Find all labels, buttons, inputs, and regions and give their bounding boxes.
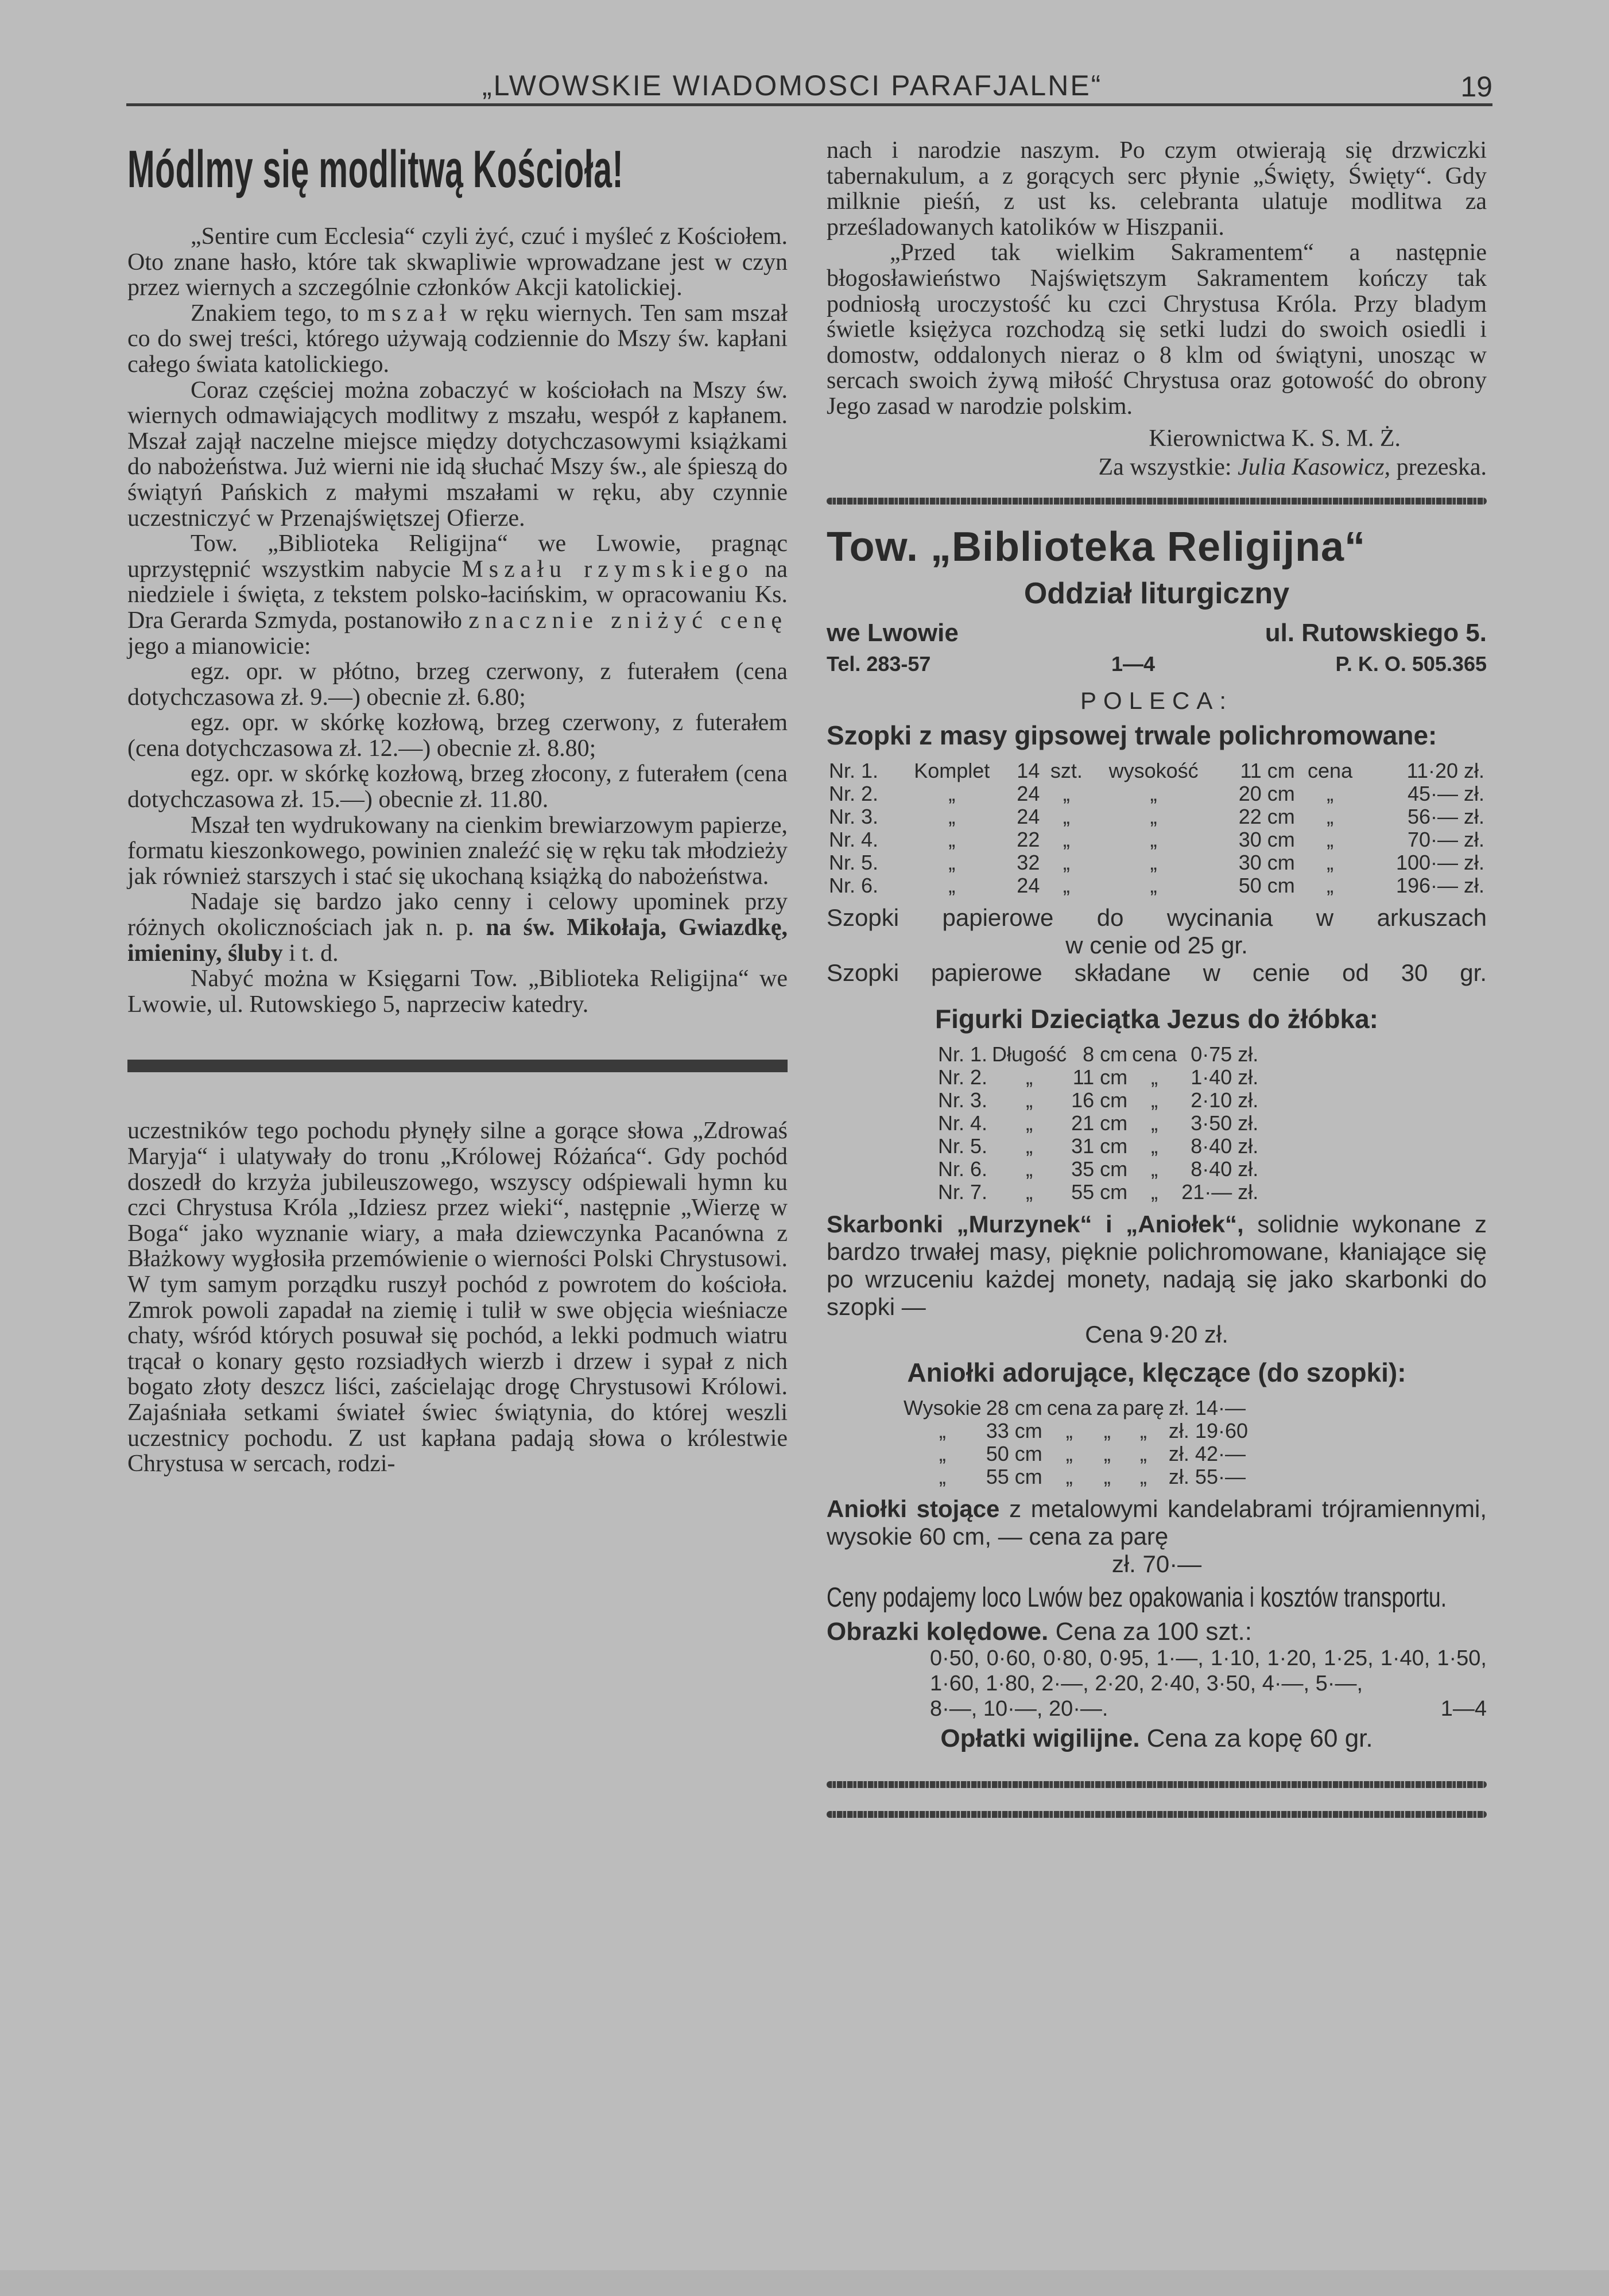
table-row <box>901 1420 1250 1442</box>
table-cell: „ <box>1139 1418 1147 1442</box>
table-cell: parę <box>1122 1395 1164 1420</box>
table-cell: Nr. 3. <box>829 804 879 828</box>
table-cell: 22 cm <box>1238 804 1295 828</box>
text: w ręku wiernych. <box>460 300 633 327</box>
bold-text: na św. Mikołaja, Gwiazdkę, imieniny, śluby <box>127 914 788 967</box>
product-description <box>827 1211 1487 1321</box>
table-row <box>936 1135 1261 1158</box>
running-header <box>126 63 1492 109</box>
table-cell: za <box>1096 1395 1118 1420</box>
table-cell: „ <box>1139 1441 1147 1465</box>
table-cell: „ <box>1151 1134 1158 1158</box>
right-column <box>827 138 1487 1834</box>
table-cell: 28 cm <box>986 1395 1042 1420</box>
page-number: 19 <box>1460 71 1492 103</box>
product-name: Obrazki kolędowe. <box>827 1617 1049 1646</box>
table-cell: Komplet <box>914 758 990 782</box>
table-row <box>827 759 1487 782</box>
table-row <box>936 1043 1261 1066</box>
table-cell: „ <box>1063 781 1070 805</box>
table-cell: „ <box>939 1441 946 1465</box>
table-cell: „ <box>1150 781 1157 805</box>
product-description <box>827 1725 1487 1752</box>
price-table-szopki <box>827 759 1487 897</box>
table-row <box>936 1181 1261 1204</box>
table-cell: Nr. 1. <box>829 758 879 782</box>
table-cell: „ <box>1026 1065 1033 1089</box>
table-cell: 31 cm <box>1071 1134 1128 1158</box>
table-cell: 22 <box>1017 827 1040 851</box>
city: we Lwowie <box>827 618 959 647</box>
table-cell: 32 <box>1017 850 1040 874</box>
paragraph <box>127 889 788 966</box>
text: Nadaje się bardzo jako cenny i celowy upominek przy różnych okolicznościach jak n. p. <box>127 889 788 941</box>
edition-item: egz. opr. w płótno, brzeg czerwony, z futerałem (cena dotychczasowa zł. 9.—) obecnie zł. 6.80; <box>127 658 788 711</box>
price: zł. 70·— <box>1111 1550 1202 1577</box>
table-cell: „ <box>1151 1157 1158 1181</box>
table-cell: „ <box>1151 1180 1158 1204</box>
paragraph: Coraz częściej można zobaczyć w kościołach na Mszy św. wiernych odmawiających modlitwy z mszału, wespół z kapłanem. Mszał zajął naczelne miejsce między dotychczasowymi książkami do nabożeństwa. Już wierni nie idą słuchać Mszy św., ale śpieszą do świątyń Pańskich z małymi mszałami w ręku, aby czynnie uczestniczyć w Przenajświętszej Ofierze. <box>127 377 788 532</box>
table-cell: 16 cm <box>1071 1088 1128 1112</box>
edition-item: egz. opr. w skórkę kozłową, brzeg złocony, z futerałem (cena dotychczasowa zł. 15.—) obecnie zł. 11.80. <box>127 761 788 813</box>
table-cell: „ <box>1327 804 1334 828</box>
table-cell: „ <box>1063 804 1070 828</box>
table-cell: „ <box>1150 850 1157 874</box>
table-cell: Nr. 2. <box>829 781 879 805</box>
table-cell: 45·— zł. <box>1407 781 1484 805</box>
paragraph: Nabyć można w Księgarni Tow. „Biblioteka Religijna“ we Lwowie, ul. Rutowskiego 5, naprzeciw katedry. <box>127 965 788 1018</box>
table-cell: szt. <box>1050 758 1083 782</box>
product-description <box>827 1495 1487 1550</box>
table-cell: 3·50 zł. <box>1191 1111 1259 1135</box>
table-cell: Nr. 1. <box>938 1042 988 1066</box>
price: Cena 9·20 zł. <box>1085 1320 1228 1348</box>
table-cell: 35 cm <box>1071 1157 1128 1181</box>
table-cell: „ <box>948 827 956 851</box>
table-row <box>901 1442 1250 1465</box>
table-cell: 55 cm <box>1071 1180 1128 1204</box>
table-row <box>827 805 1487 828</box>
table-cell: Nr. 6. <box>829 873 879 897</box>
table-cell: Nr. 5. <box>829 850 879 874</box>
text: Tow. „Biblioteka Religijna“ we Lwowie, pragnąc uprzystępnić wszystkim nabycie <box>127 530 788 583</box>
table-cell: „ <box>1327 781 1334 805</box>
table-cell: cena <box>1132 1042 1177 1066</box>
text: i t. d. <box>289 940 339 967</box>
table-cell: Nr. 5. <box>938 1134 988 1158</box>
section-heading: Szopki z masy gipsowej trwale polichromowane: <box>827 720 1437 750</box>
table-cell: cena <box>1308 758 1353 782</box>
table-cell: 70·— zł. <box>1407 827 1484 851</box>
table-cell: 55 cm <box>986 1464 1042 1488</box>
table-cell: „ <box>948 804 956 828</box>
table-cell: zł. 14·— <box>1168 1395 1246 1420</box>
table-cell: „ <box>1026 1088 1033 1112</box>
table-cell: „ <box>1026 1134 1033 1158</box>
text: z metalowymi kandelabrami trójramiennymi, wysokie 60 cm, — cena za parę <box>827 1495 1487 1550</box>
continued-article: nach i narodzie naszym. Po czym otwierają się drzwiczki tabernakulum, a z gorących serc płynie „Święty, Święty“. Gdy milknie pieśń, z ust ks. celebranta ulatuje modlitwa za prześladowanych katolików w Hiszpanii. <box>827 137 1487 241</box>
table-cell: „ <box>939 1464 946 1488</box>
table-row <box>827 782 1487 805</box>
table-cell: 11 cm <box>1072 1065 1128 1089</box>
table-cell: „ <box>1063 827 1070 851</box>
continued-article: uczestników tego pochodu płynęły silne a gorące słowa „Zdrowaś Maryja“ i ulatywały do tronu „Królowej Różańca“. Gdy pochód doszedł do krzyża jubileuszowego, wszyscy odśpiewali hymn ku czci Chrystusa Króla „Idziesz przez wieki“, następnie „Wierzę w Boga“ jako wyznanie wiary, a mała dziewczynka Pacanówna z Błażkowy wygłosiła przemówienie o wierności Polski Chrystusowi. W tym samym porządku ruszył pochód z powrotem do kościoła. Zmrok powoli zapadał na ziemię i tulił w swe objęcia wieśniacze chaty, wśród których posuwał się pochód, a lekki podmuch wiatru trącał o konary gęsto rozsiadłych wierzb i drzew i sypał z nich bogato złoty deszcz liści, zaścielając drogę Chrystusowi Królowi. Zajaśniała setkami świateł świec świątynia, do której weszli uczestnicy pochodu. Z ust kapłana padają słowa o królestwie Chrystusa w sercach, rodzi- <box>127 1118 788 1477</box>
table-cell: „ <box>1065 1441 1073 1465</box>
publication-title: „LWOWSKIE WIADOMOSCI PARAFJALNE“ <box>482 69 1103 102</box>
table-cell: 100·— zł. <box>1395 850 1484 874</box>
text: Cena za 100 szt.: <box>1055 1617 1252 1646</box>
table-cell: Nr. 7. <box>938 1180 988 1204</box>
issue-range: 1—4 <box>1111 651 1155 676</box>
edition-item: egz. opr. w skórkę kozłową, brzeg czerwony, z futerałem (cena dotychczasowa zł. 12.—) obecnie zł. 8.80; <box>127 709 788 762</box>
table-cell: 24 <box>1017 873 1040 897</box>
table-cell: „ <box>1139 1464 1147 1488</box>
table-cell: „ <box>1151 1088 1158 1112</box>
ad-title: Tow. „Biblioteka Religijna“ <box>827 523 1366 570</box>
left-column <box>127 138 788 1477</box>
product-name: Aniołki stojące <box>827 1495 1000 1522</box>
ad-address <box>827 617 1487 649</box>
signature-org: Kierownictwa K. S. M. Ż. <box>1149 425 1401 452</box>
scan-bottom-edge <box>0 2270 1609 2296</box>
table-row <box>827 851 1487 874</box>
table-cell: 50 cm <box>986 1441 1042 1465</box>
table-cell: 56·— zł. <box>1407 804 1484 828</box>
table-row <box>936 1089 1261 1112</box>
paragraph: Mszał ten wydrukowany na cienkim brewiarzowym papierze, formatu kieszonkowego, powinien znaleźć się w ręku tak młodzieży jak również starszych i stać się ukochaną książką do nabożeństwa. <box>127 812 788 890</box>
advertisement <box>827 521 1487 1818</box>
paragraph <box>127 301 788 378</box>
table-cell: „ <box>1327 827 1334 851</box>
emphasis-text: mszał <box>367 300 452 327</box>
section-heading: Aniołki adorujące, klęczące (do szopki): <box>907 1357 1406 1387</box>
table-cell: 24 <box>1017 781 1040 805</box>
table-cell: „ <box>948 873 956 897</box>
issue-range: 1—4 <box>1440 1696 1487 1721</box>
recommends-heading: POLECA: <box>1080 687 1234 714</box>
table-row <box>901 1397 1250 1420</box>
paragraph: „Przed tak wielkim Sakramentem“ a następnie błogosławieństwo Najświętszym Sakramentem kończy tak podniosłą uroczystość ku czci Chrystusa Króla. Przy bladym świetle księżyca rozchodzą się setki ludzi do swoich osiedli i domostw, oddalonych nieraz o 8 klm od świątyni, unosząc w sercach swoich żywą miłość Chrystusa oraz gotowość do obrony Jego zasad w narodzie polskim. <box>827 239 1487 420</box>
phone: Tel. 283-57 <box>827 651 931 676</box>
table-row <box>936 1158 1261 1181</box>
table-cell: „ <box>1150 827 1157 851</box>
table-cell: „ <box>1103 1464 1111 1488</box>
price-note: Ceny podajemy loco Lwów bez opakowania i kosztów transportu. <box>827 1582 1447 1613</box>
table-cell: 8·40 zł. <box>1191 1157 1259 1181</box>
table-cell: 2·10 zł. <box>1191 1088 1259 1112</box>
table-cell: „ <box>1150 873 1157 897</box>
table-cell: „ <box>1026 1157 1033 1181</box>
section-heading: Figurki Dzieciątka Jezus do żłóbka: <box>935 1003 1378 1034</box>
price-list <box>930 1646 1487 1721</box>
table-cell: cena <box>1046 1395 1092 1420</box>
table-cell: Nr. 6. <box>938 1157 988 1181</box>
table-row <box>936 1112 1261 1135</box>
table-row <box>901 1465 1250 1488</box>
table-cell: wysokość <box>1108 758 1199 782</box>
table-cell: „ <box>1063 850 1070 874</box>
table-cell: Nr. 3. <box>938 1088 988 1112</box>
table-cell: „ <box>1065 1418 1073 1442</box>
table-row <box>827 828 1487 851</box>
emphasis-text: Mszału rzymskiego <box>462 556 754 583</box>
text: Za wszystkie: <box>1098 453 1232 480</box>
table-cell: zł. 19·60 <box>1168 1418 1248 1442</box>
signature-author <box>827 453 1487 482</box>
table-cell: 8 cm <box>1083 1042 1128 1066</box>
table-cell: 14 <box>1017 758 1040 782</box>
table-cell: Nr. 4. <box>829 827 879 851</box>
article-title: Módlmy się modlitwą Kościoła! <box>127 140 624 199</box>
table-cell: „ <box>1026 1180 1033 1204</box>
table-cell: 196·— zł. <box>1395 873 1484 897</box>
table-cell: „ <box>1327 873 1334 897</box>
ad-subtitle: Oddział liturgiczny <box>1023 576 1290 610</box>
table-cell: 0·75 zł. <box>1191 1042 1259 1066</box>
ornament-divider <box>827 1781 1487 1788</box>
table-cell: 20 cm <box>1238 781 1295 805</box>
prices-last-row <box>930 1696 1487 1721</box>
table-cell: „ <box>1103 1418 1111 1442</box>
text: jego a mianowicie: <box>127 633 311 660</box>
table-cell: „ <box>1103 1441 1111 1465</box>
product-line: Szopki papierowe do wycinania w arkuszach <box>827 903 1487 931</box>
table-cell: Wysokie <box>904 1395 982 1420</box>
table-cell: „ <box>1150 804 1157 828</box>
table-cell: zł. 42·— <box>1168 1441 1246 1465</box>
table-cell: 24 <box>1017 804 1040 828</box>
product-line: w cenie od 25 gr. <box>1065 931 1248 959</box>
table-row <box>827 874 1487 897</box>
table-cell: „ <box>939 1418 946 1442</box>
table-cell: 21·— zł. <box>1181 1180 1259 1204</box>
section-divider <box>127 1060 788 1072</box>
table-cell: Nr. 4. <box>938 1111 988 1135</box>
table-cell: 50 cm <box>1238 873 1295 897</box>
table-cell: Długość <box>992 1042 1067 1066</box>
table-cell: „ <box>948 781 956 805</box>
paragraph: „Sentire cum Ecclesia“ czyli żyć, czuć i myśleć z Kościołem. Oto znane hasło, które tak skwapliwie wprowadzane jest w czyn przez wiernych a szczególnie członków Akcji katolickiej. <box>127 223 788 301</box>
text: prezeska. <box>1396 453 1487 480</box>
table-cell: zł. 55·— <box>1168 1464 1246 1488</box>
header-rule <box>126 103 1492 106</box>
ornament-divider <box>827 498 1487 505</box>
product-name: Opłatki wigilijne. <box>940 1724 1140 1752</box>
table-cell: 8·40 zł. <box>1191 1134 1259 1158</box>
table-cell: „ <box>1151 1065 1158 1089</box>
ornament-divider <box>827 1811 1487 1818</box>
product-line: Szopki papierowe składane w cenie od 30 gr. <box>827 959 1487 986</box>
table-cell: 11 cm <box>1240 758 1295 782</box>
table-cell: 11·20 zł. <box>1406 758 1484 782</box>
table-row <box>936 1066 1261 1089</box>
product-name: Skarbonki „Murzynek“ i „Aniołek“, <box>827 1210 1244 1238</box>
prices: 0·50, 0·60, 0·80, 0·95, 1·—, 1·10, 1·20, 1·25, 1·40, 1·50, 1·60, 1·80, 2·—, 2·20, 2·40, 3·50, 4·—, 5·—, <box>930 1646 1487 1696</box>
table-cell: „ <box>948 850 956 874</box>
text: Ten sam mszał co do swej treści, którego używają codziennie do Mszy św. kapłani całego świata katolickiego. <box>127 300 788 378</box>
table-cell: Nr. 2. <box>938 1065 988 1089</box>
table-cell: 30 cm <box>1238 827 1295 851</box>
author-name: Julia Kasowicz, <box>1238 453 1391 480</box>
text: Znakiem tego, to <box>191 300 359 327</box>
table-cell: „ <box>1065 1464 1073 1488</box>
table-cell: „ <box>1063 873 1070 897</box>
paragraph <box>127 531 788 659</box>
table-cell: „ <box>1026 1111 1033 1135</box>
text: solidnie wykonane z bardzo trwałej masy, pięknie polichromowane, kłaniające się po wrzuceniu każdej monety, nadają się jako skarbonki do szopki — <box>827 1210 1487 1320</box>
table-cell: 1·40 zł. <box>1191 1065 1259 1089</box>
ad-contact <box>827 649 1487 679</box>
table-cell: „ <box>1151 1111 1158 1135</box>
table-cell: 30 cm <box>1238 850 1295 874</box>
street: ul. Rutowskiego 5. <box>1265 618 1487 647</box>
table-cell: 21 cm <box>1071 1111 1128 1135</box>
emphasis-text: znacznie zniżyć cenę <box>468 607 788 634</box>
table-cell: „ <box>1327 850 1334 874</box>
product-description <box>827 1618 1487 1646</box>
pko-account: P. K. O. 505.365 <box>1335 651 1487 676</box>
price-table-aniolki <box>901 1397 1250 1488</box>
text: na niedziele i święta, z tekstem polsko-łacińskim, w opracowaniu Ks. Dra Gerarda Szmyda, postanowiło <box>127 556 788 634</box>
text: Cena za kopę 60 gr. <box>1146 1724 1373 1752</box>
prices: 8·—, 10·—, 20·—. <box>930 1696 1108 1721</box>
price-table-figurki <box>936 1043 1261 1204</box>
table-cell: 33 cm <box>986 1418 1042 1442</box>
